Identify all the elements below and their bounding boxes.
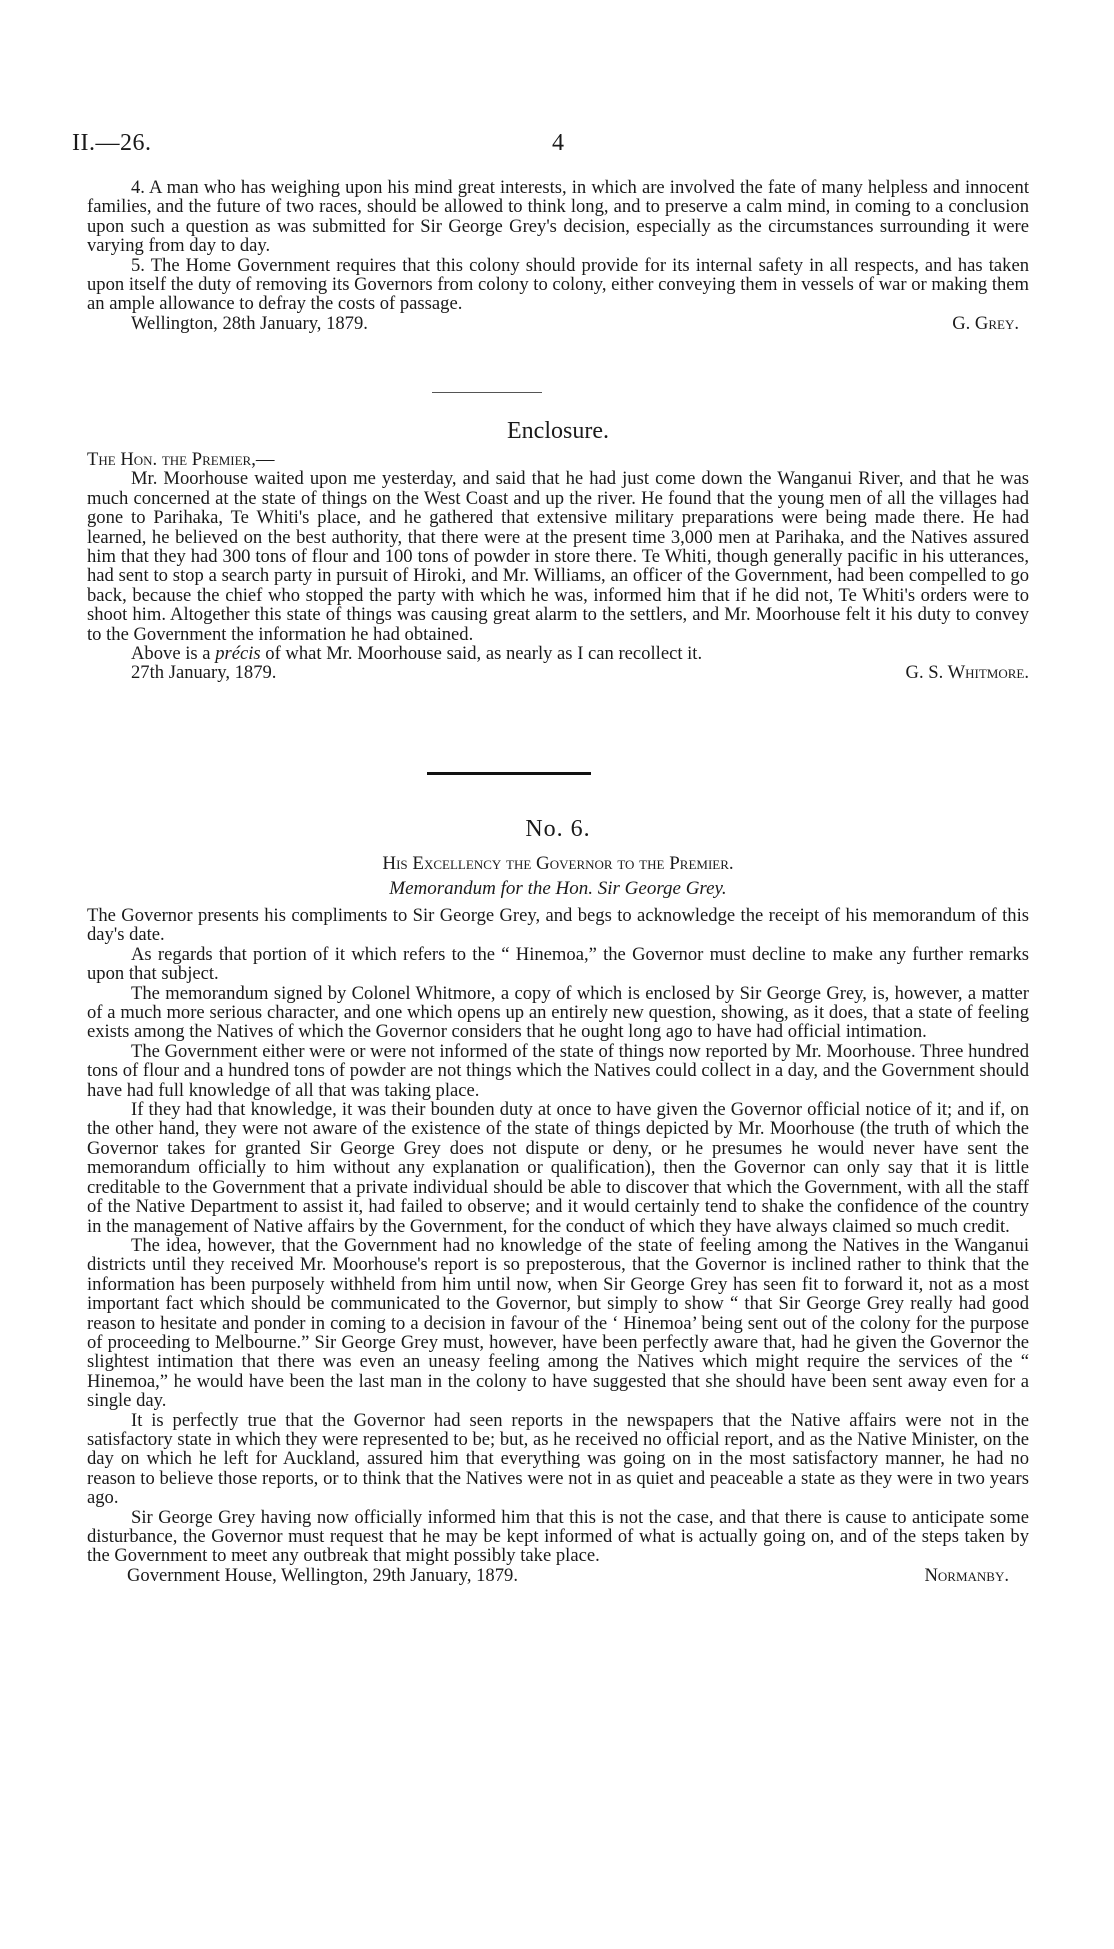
- grey-signature-line: [87, 314, 1029, 333]
- normanby-date: Government House, Wellington, 29th January, 1879.: [127, 1564, 518, 1586]
- section-governor-memo: [87, 906, 1029, 1585]
- document-number: No. 6.: [525, 816, 591, 842]
- memo-paragraph-2: As regards that portion of it which refers to the “ Hinemoa,” the Governor must decline to make any further remarks upon that subject.: [87, 943, 1029, 985]
- thick-rule: [427, 772, 591, 775]
- precis-word: précis: [215, 643, 261, 665]
- memo-paragraph-1: The Governor presents his compliments to Sir George Grey, and begs to acknowledge the receipt of his memorandum of this day's date.: [87, 905, 1029, 946]
- enclosure-precis-line: [87, 644, 1029, 663]
- grey-date: Wellington, 28th January, 1879.: [131, 312, 368, 334]
- normanby-signature: Normanby.: [924, 1564, 1009, 1586]
- whitmore-signature-line: [87, 663, 1029, 682]
- precis-before: Above is a: [131, 643, 211, 665]
- memo-paragraph-4: The Government either were or were not informed of the state of things now reported by Mr. Moorhouse. Three hundred tons of flour and a hundred tons of powder are not things which the Natives could collect in a day, and the Government should have had full knowledge of all that was taking place.: [87, 1040, 1029, 1101]
- memo-title: Memorandum for the Hon. Sir George Grey.: [389, 878, 727, 899]
- paragraph-5: 5. The Home Government requires that this colony should provide for its internal safety in all respects, and has taken upon itself the duty of removing its Governors from colony to colony, either conveying them in vessels of war or making them an ample allowance to defray the costs of passage.: [87, 254, 1029, 315]
- section-divider: [432, 392, 542, 393]
- grey-signature: G. Grey.: [952, 312, 1019, 334]
- section-grey-memo: [87, 178, 1029, 333]
- enclosure-body: Mr. Moorhouse waited upon me yesterday, and said that he had just come down the Wanganui River, and that he was much concerned at the state of things on the West Coast and up the river. He found that the young men of all the villages had gone to Parihaka, Te Whiti's place, and he gathered that extensive military preparations were being made there. He had learned, he believed on the best authority, that there were at the present time 3,000 men at Parihaka, and the Natives assured him that they had 300 tons of flour and 100 tons of powder in store there. Te Whiti, though generally pacific in his utterances, had sent to stop a search party in pursuit of Hiroki, and Mr. Williams, an officer of the Government, had been compelled to go back, because the chief who stopped the party with which he was, informed him that if he did not, Te Whiti's orders were to shoot him. Altogether this state of things was causing great alarm to the settlers, and Mr. Moorhouse felt it his duty to convey to the Government the information he had obtained.: [87, 468, 1029, 645]
- memo-paragraph-7: It is perfectly true that the Governor had seen reports in the newspapers that the Native affairs were not in the satisfactory state in which they were represented to be; but, as he received no official report, and as the Native Minister, on the day on which he left for Auckland, assured him that everything was going on in the most satisfactory manner, he had no reason to believe those reports, or to think that the Natives were not in as quiet and peaceable a state as they were in two years ago.: [87, 1409, 1029, 1509]
- memo-paragraph-8: Sir George Grey having now officially informed him that this is not the case, and that there is cause to anticipate some disturbance, the Governor must request that he may be kept informed of what is actually going on, and of the steps taken by the Government to meet any outbreak that might possibly take place.: [87, 1506, 1029, 1567]
- document-subtitle: His Excellency the Governor to the Premier.: [382, 853, 734, 874]
- paragraph-4: 4. A man who has weighing upon his mind great interests, in which are involved the fate of many helpless and innocent families, and the future of two races, should be allowed to think long, and to preserve a calm mind, in coming to a conclusion upon such a question as was submitted for Sir George Grey's decision, especially as the circumstances surrounding it were varying from day to day.: [87, 177, 1029, 257]
- running-head: II.—26.: [72, 130, 152, 156]
- enclosure-title: Enclosure.: [507, 418, 609, 444]
- memo-paragraph-6: The idea, however, that the Government had no knowledge of the state of feeling among the Natives in the Wanganui districts until they received Mr. Moorhouse's report is so preposterous, that the Governor is inclined rather to think that the information has been purposely withheld from him until now, when Sir George Grey has seen fit to forward it, not as a most important fact which should be communicated to the Governor, but simply to show “ that Sir George Grey really had good reason to hesitate and ponder in coming to a decision in favour of the ‘ Hinemoa’ being sent out of the colony for the purpose of proceeding to Melbourne.” Sir George Grey must, however, have been perfectly aware that, had he given the Governor the slightest intimation that there was even an uneasy feeling among the Natives which might require the services of the “ Hinemoa,” he would have been the last man in the colony to have suggested that she should have been sent away even for a single day.: [87, 1234, 1029, 1412]
- enclosure-salutation: The Hon. the Premier,—: [87, 449, 275, 470]
- precis-after: of what Mr. Moorhouse said, as nearly as I can recollect it.: [265, 643, 703, 665]
- page-number: 4: [552, 130, 564, 156]
- whitmore-date: 27th January, 1879.: [131, 662, 277, 684]
- normanby-signature-line: [87, 1566, 1029, 1585]
- memo-paragraph-3: The memorandum signed by Colonel Whitmore, a copy of which is enclosed by Sir George Grey, is, however, a matter of a much more serious character, and one which opens up an entirely new question, showing, as it does, that a state of feeling exists among the Natives of which the Governor considers that he ought long ago to have had official intimation.: [87, 982, 1029, 1043]
- whitmore-signature: G. S. Whitmore.: [905, 662, 1029, 684]
- memo-paragraph-5: If they had that knowledge, it was their bounden duty at once to have given the Governor official notice of it; and if, on the other hand, they were not aware of the existence of the state of things depicted by Mr. Moorhouse (the truth of which the Governor takes for granted Sir George Grey does not dispute or deny, or he presumes he would never have sent the memorandum officially to him without any explanation or qualification), then the Governor can only say that it is little creditable to the Government that a private individual should be able to discover that which the Government, with all the staff of the Native Department to assist it, had failed to observe; and it would certainly tend to shake the confidence of the country in the management of Native affairs by the Government, for the conduct of which they have always claimed so much credit.: [87, 1099, 1029, 1237]
- section-enclosure: [87, 450, 1029, 683]
